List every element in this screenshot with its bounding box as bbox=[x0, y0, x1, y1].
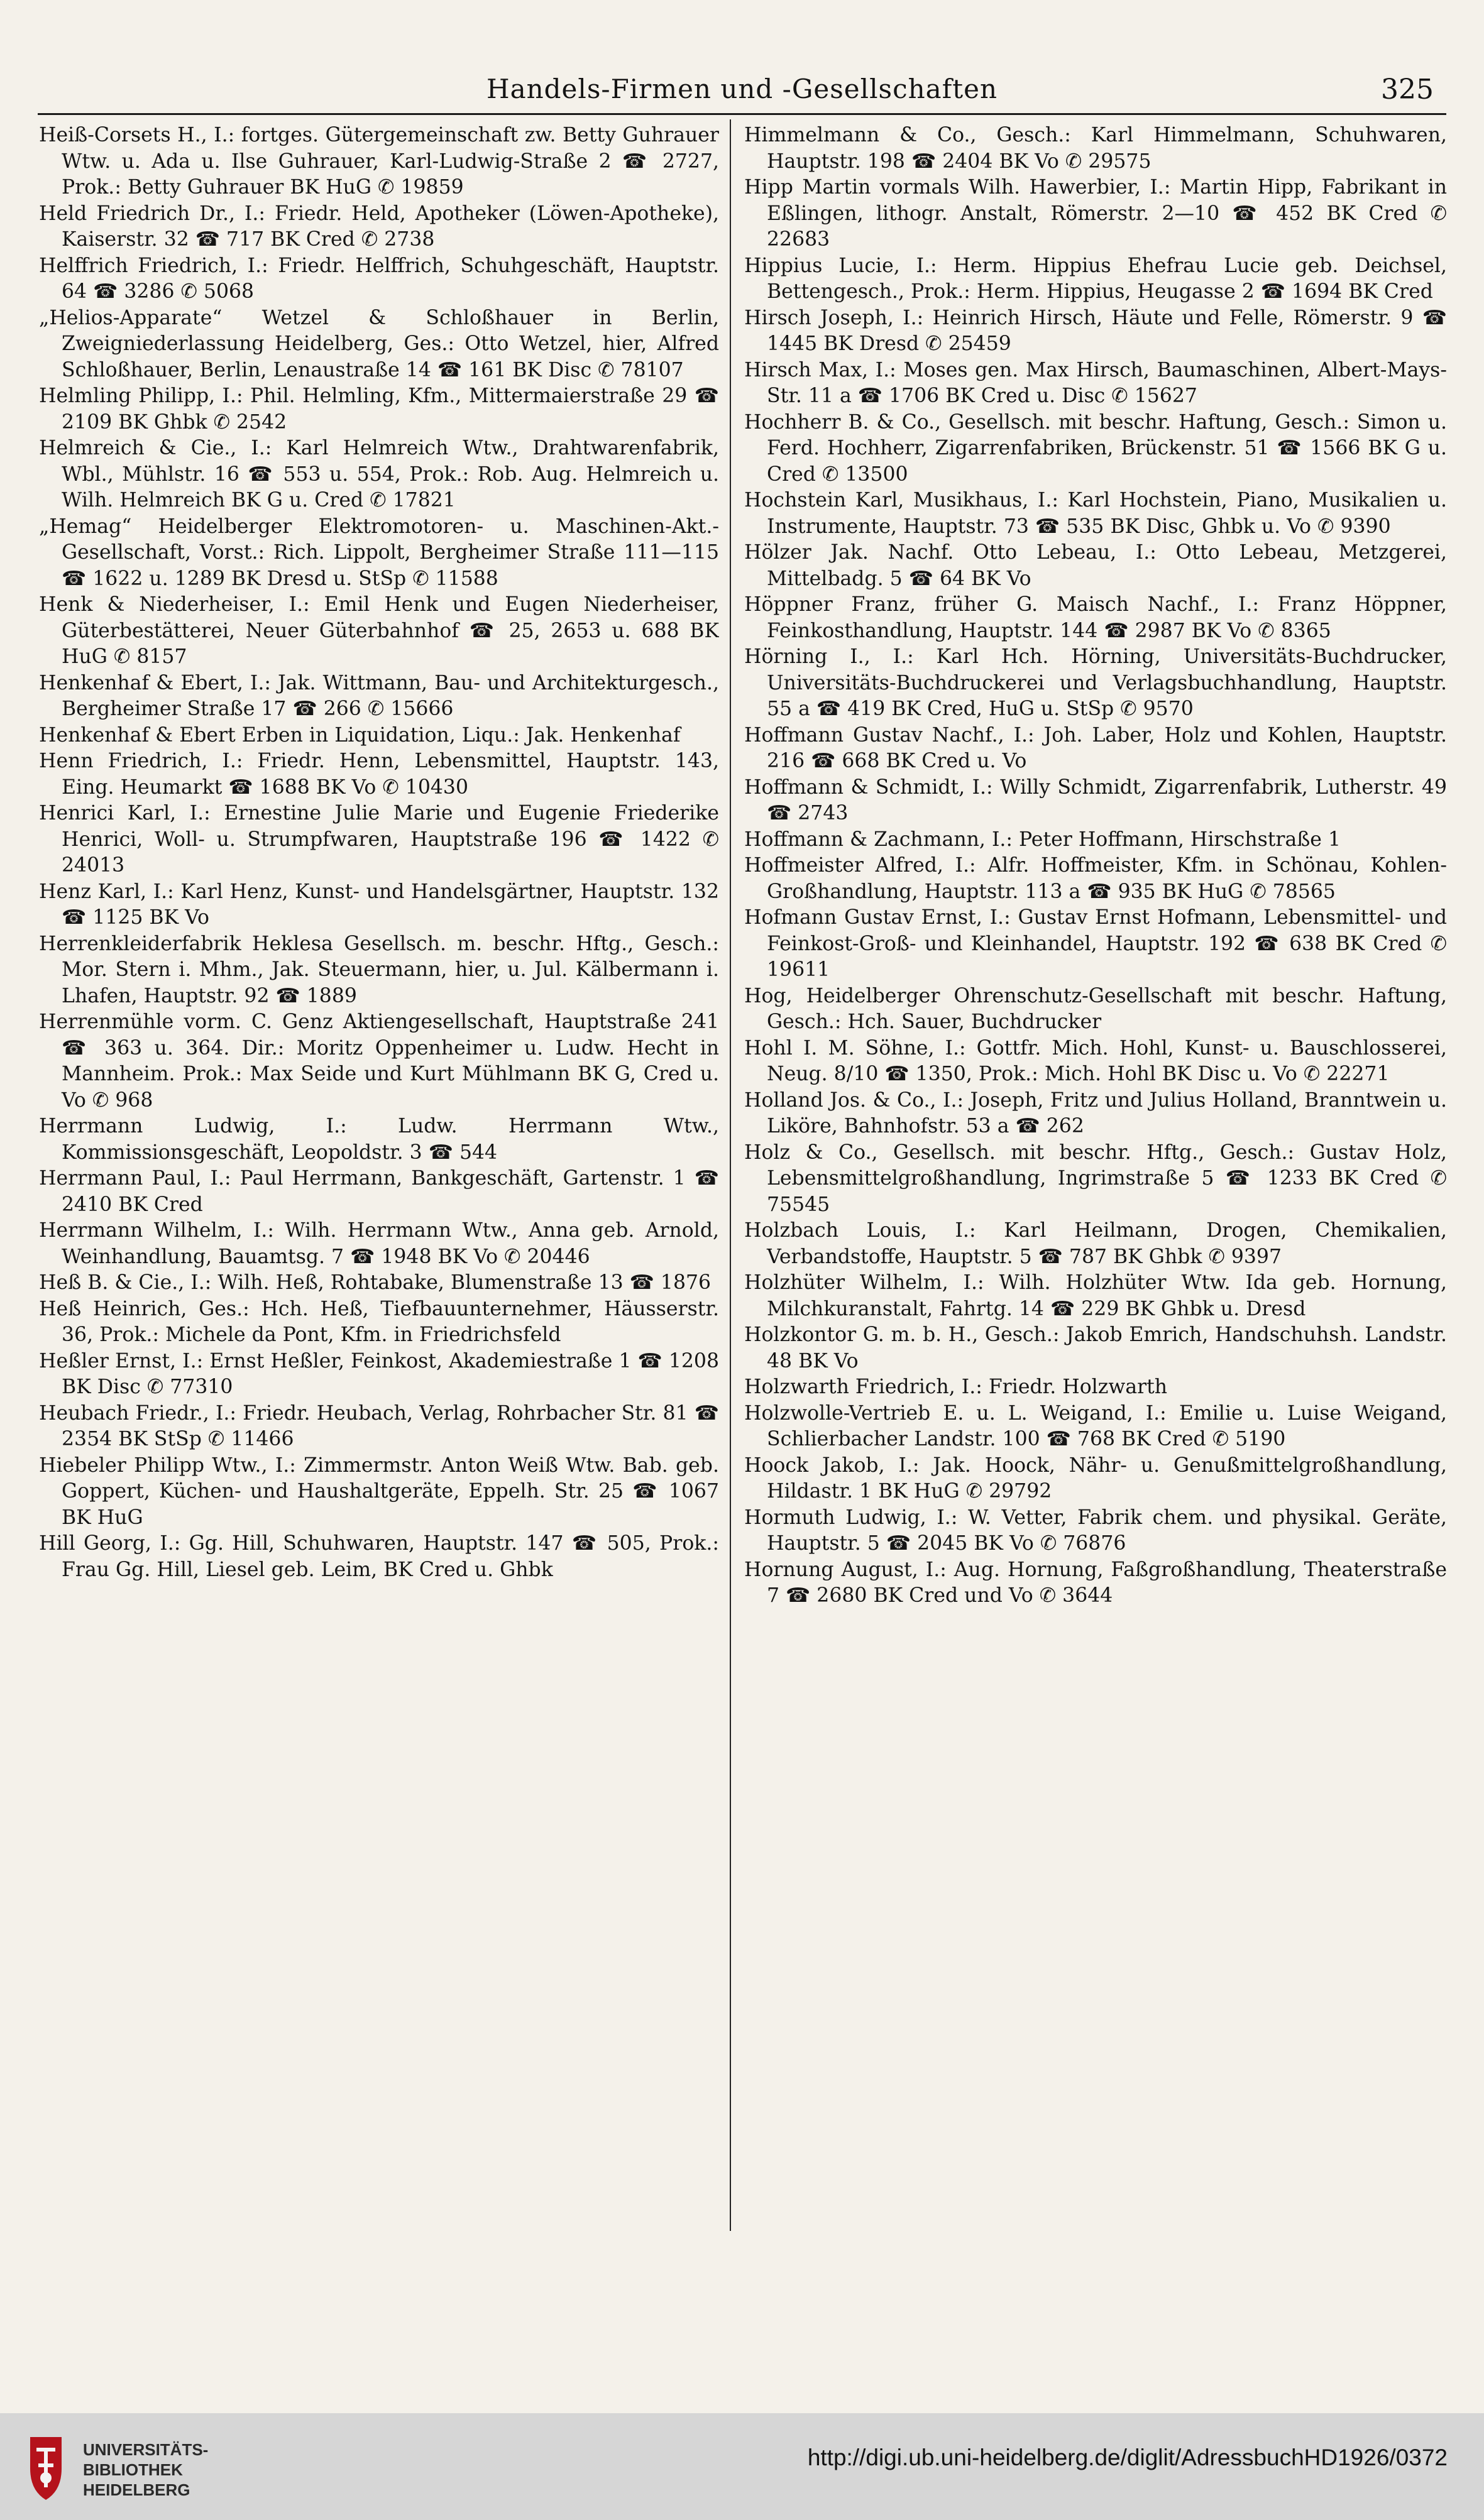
directory-entry: Holzhüter Wilhelm, I.: Wilh. Holzhüter Wtw. Ida geb. Hornung, Milchkuranstalt, Fahrtg. 14 ☎ 229 BK Ghbk u. Dresd bbox=[744, 1271, 1447, 1320]
directory-entry: Henrici Karl, I.: Ernestine Julie Marie und Eugenie Friederike Henrici, Woll- u. Strumpfwaren, Hauptstraße 196 ☎ 1422 ✆ 24013 bbox=[39, 802, 719, 877]
directory-entry: Herrmann Ludwig, I.: Ludw. Herrmann Wtw., Kommissionsgeschäft, Leopoldstr. 3 ☎ 544 bbox=[39, 1115, 719, 1164]
directory-entry: Himmelmann & Co., Gesch.: Karl Himmelmann, Schuhwaren, Hauptstr. 198 ☎ 2404 BK Vo ✆ 29575 bbox=[744, 124, 1447, 173]
directory-entry: Henk & Niederheiser, I.: Emil Henk und Eugen Niederheiser, Güterbestätterei, Neuer Güterbahnhof ☎ 25, 2653 u. 688 BK HuG ✆ 8157 bbox=[39, 593, 719, 668]
directory-entry: Hiebeler Philipp Wtw., I.: Zimmermstr. Anton Weiß Wtw. Bab. geb. Goppert, Küchen- und Haushaltgeräte, Eppelh. Str. 25 ☎ 1067 BK HuG bbox=[39, 1454, 719, 1529]
running-title: Handels-Firmen und -Gesellschaften bbox=[486, 74, 998, 104]
directory-entry: Hornung August, I.: Aug. Hornung, Faßgroßhandlung, Theaterstraße 7 ☎ 2680 BK Cred und Vo ✆ 3644 bbox=[744, 1558, 1447, 1607]
column-divider bbox=[730, 119, 731, 2231]
directory-entry: Hippius Lucie, I.: Herm. Hippius Ehefrau Lucie geb. Deichsel, Bettengesch., Prok.: Herm. Hippius, Heugasse 2 ☎ 1694 BK Cred bbox=[744, 254, 1447, 303]
page-header bbox=[0, 60, 1484, 116]
directory-entry: Höppner Franz, früher G. Maisch Nachf., I.: Franz Höppner, Feinkosthandlung, Hauptstr. 144 ☎ 2987 BK Vo ✆ 8365 bbox=[744, 593, 1447, 642]
directory-entry: Hoffmann & Schmidt, I.: Willy Schmidt, Zigarrenfabrik, Lutherstr. 49 ☎ 2743 bbox=[744, 775, 1447, 824]
page-number: 325 bbox=[1381, 74, 1434, 106]
directory-entry: Hipp Martin vormals Wilh. Hawerbier, I.: Martin Hipp, Fabrikant in Eßlingen, lithogr. Anstalt, Römerstr. 2—10 ☎ 452 BK Cred ✆ 22683 bbox=[744, 176, 1447, 251]
left-column bbox=[39, 123, 719, 2234]
directory-entry: Helmling Philipp, I.: Phil. Helmling, Kfm., Mittermaierstraße 29 ☎ 2109 BK Ghbk ✆ 2542 bbox=[39, 385, 719, 434]
directory-entry: Holzkontor G. m. b. H., Gesch.: Jakob Emrich, Handschuhsh. Landstr. 48 BK Vo bbox=[744, 1323, 1447, 1372]
directory-entry: „Hemag“ Heidelberger Elektromotoren- u. Maschinen-Akt.-Gesellschaft, Vorst.: Rich. Lippolt, Bergheimer Straße 111—115 ☎ 1622 u. 1289 BK Dresd u. StSp ✆ 11588 bbox=[39, 515, 719, 590]
directory-entry: Heß B. & Cie., I.: Wilh. Heß, Rohtabake, Blumenstraße 13 ☎ 1876 bbox=[39, 1271, 712, 1294]
directory-entry: Helffrich Friedrich, I.: Friedr. Helffrich, Schuhgeschäft, Hauptstr. 64 ☎ 3286 ✆ 5068 bbox=[39, 254, 719, 303]
library-logo[interactable] bbox=[18, 2431, 256, 2506]
directory-entry: Heßler Ernst, I.: Ernst Heßler, Feinkost, Akademiestraße 1 ☎ 1208 BK Disc ✆ 77310 bbox=[39, 1349, 719, 1398]
directory-entry: Hochherr B. & Co., Gesellsch. mit beschr. Haftung, Gesch.: Simon u. Ferd. Hochherr, Zigarrenfabriken, Brückenstr. 51 ☎ 1566 BK G u. Cred ✆ 13500 bbox=[744, 410, 1447, 486]
directory-entry: Hog, Heidelberger Ohrenschutz-Gesellschaft mit beschr. Haftung, Gesch.: Hch. Sauer, Buchdrucker bbox=[744, 984, 1447, 1033]
directory-entry: Hoffmeister Alfred, I.: Alfr. Hoffmeister, Kfm. in Schönau, Kohlen-Großhandlung, Hauptstr. 113 a ☎ 935 BK HuG ✆ 78565 bbox=[744, 854, 1447, 903]
directory-entry: Hohl I. M. Söhne, I.: Gottfr. Mich. Hohl, Kunst- u. Bauschlosserei, Neug. 8/10 ☎ 1350, Prok.: Mich. Hohl BK Disc u. Vo ✆ 22271 bbox=[744, 1036, 1447, 1085]
directory-entry: Herrmann Paul, I.: Paul Herrmann, Bankgeschäft, Gartenstr. 1 ☎ 2410 BK Cred bbox=[39, 1167, 719, 1216]
header-rule bbox=[38, 113, 1446, 115]
directory-entry: Henkenhaf & Ebert Erben in Liquidation, Liqu.: Jak. Henkenhaf bbox=[39, 723, 681, 747]
directory-entry: Hormuth Ludwig, I.: W. Vetter, Fabrik chem. und physikal. Geräte, Hauptstr. 5 ☎ 2045 BK Vo ✆ 76876 bbox=[744, 1506, 1447, 1555]
directory-entry: Hoffmann Gustav Nachf., I.: Joh. Laber, Holz und Kohlen, Hauptstr. 216 ☎ 668 BK Cred u. Vo bbox=[744, 723, 1447, 772]
directory-entry: Holzwarth Friedrich, I.: Friedr. Holzwarth bbox=[744, 1376, 1168, 1398]
directory-entry: Henn Friedrich, I.: Friedr. Henn, Lebensmittel, Hauptstr. 143, Eing. Heumarkt ☎ 1688 BK Vo ✆ 10430 bbox=[39, 750, 719, 799]
directory-entry: Hirsch Joseph, I.: Heinrich Hirsch, Häute und Felle, Römerstr. 9 ☎ 1445 BK Dresd ✆ 25459 bbox=[744, 306, 1447, 355]
directory-entry: Holzwolle-Vertrieb E. u. L. Weigand, I.: Emilie u. Luise Weigand, Schlierbacher Landstr. 100 ☎ 768 BK Cred ✆ 5190 bbox=[744, 1401, 1447, 1450]
directory-entry: Heubach Friedr., I.: Friedr. Heubach, Verlag, Rohrbacher Str. 81 ☎ 2354 BK StSp ✆ 11466 bbox=[39, 1401, 719, 1450]
directory-entry: Henz Karl, I.: Karl Henz, Kunst- und Handelsgärtner, Hauptstr. 132 ☎ 1125 BK Vo bbox=[39, 880, 719, 929]
logo-line-2: BIBLIOTHEK bbox=[83, 2460, 183, 2479]
directory-entry: Heß Heinrich, Ges.: Hch. Heß, Tiefbauunternehmer, Häusserstr. 36, Prok.: Michele da Pont, Kfm. in Friedrichsfeld bbox=[39, 1297, 719, 1346]
directory-entry: Holzbach Louis, I.: Karl Heilmann, Drogen, Chemikalien, Verbandstoffe, Hauptstr. 5 ☎ 787 BK Ghbk ✆ 9397 bbox=[744, 1219, 1447, 1268]
directory-entry: Hörning I., I.: Karl Hch. Hörning, Universitäts-Buchdrucker, Universitäts-Buchdruckerei und Verlagsbuchhandlung, Hauptstr. 55 a ☎ 419 BK Cred, HuG u. StSp ✆ 9570 bbox=[744, 645, 1447, 720]
library-logo-text bbox=[83, 2440, 208, 2500]
logo-line-3: HEIDELBERG bbox=[83, 2480, 190, 2499]
directory-entry: Hochstein Karl, Musikhaus, I.: Karl Hochstein, Piano, Musikalien u. Instrumente, Hauptstr. 73 ☎ 535 BK Disc, Ghbk u. Vo ✆ 9390 bbox=[744, 489, 1447, 538]
directory-entry: Herrmann Wilhelm, I.: Wilh. Herrmann Wtw., Anna geb. Arnold, Weinhandlung, Bauamtsg. 7 ☎ 1948 BK Vo ✆ 20446 bbox=[39, 1219, 719, 1268]
library-seal-icon bbox=[18, 2431, 74, 2506]
directory-entry: Hölzer Jak. Nachf. Otto Lebeau, I.: Otto Lebeau, Metzgerei, Mittelbadg. 5 ☎ 64 BK Vo bbox=[744, 541, 1447, 590]
directory-entry: „Helios-Apparate“ Wetzel & Schloßhauer in Berlin, Zweigniederlassung Heidelberg, Ges.: Otto Wetzel, hier, Alfred Schloßhauer, Berlin, Lenaustraße 14 ☎ 161 BK Disc ✆ 78107 bbox=[39, 306, 719, 381]
directory-entry: Helmreich & Cie., I.: Karl Helmreich Wtw., Drahtwarenfabrik, Wbl., Mühlstr. 16 ☎ 553 u. 554, Prok.: Rob. Aug. Helmreich u. Wilh. Helmreich BK G u. Cred ✆ 17821 bbox=[39, 437, 719, 512]
directory-entry: Herrenkleiderfabrik Heklesa Gesellsch. m. beschr. Hftg., Gesch.: Mor. Stern i. Mhm., Jak. Steuermann, hier, u. Jul. Kälbermann i. Lhafen, Hauptstr. 92 ☎ 1889 bbox=[39, 932, 719, 1007]
directory-entry: Hill Georg, I.: Gg. Hill, Schuhwaren, Hauptstr. 147 ☎ 505, Prok.: Frau Gg. Hill, Liesel geb. Leim, BK Cred u. Ghbk bbox=[39, 1532, 719, 1581]
directory-entry: Herrenmühle vorm. C. Genz Aktiengesellschaft, Hauptstraße 241 ☎ 363 u. 364. Dir.: Moritz Oppenheimer u. Ludw. Hecht in Mannheim. Prok.: Max Seide und Kurt Mühlmann BK G, Cred u. Vo ✆ 968 bbox=[39, 1011, 719, 1112]
logo-line-1: UNIVERSITÄTS- bbox=[83, 2440, 209, 2459]
directory-entry: Holz & Co., Gesellsch. mit beschr. Hftg., Gesch.: Gustav Holz, Lebensmittelgroßhandlung, Ingrimstraße 5 ☎ 1233 BK Cred ✆ 75545 bbox=[744, 1141, 1447, 1216]
directory-entry: Hoffmann & Zachmann, I.: Peter Hoffmann, Hirschstraße 1 bbox=[744, 828, 1341, 851]
source-url-link[interactable]: http://digi.ub.uni-heidelberg.de/diglit/AdressbuchHD1926/0372 bbox=[807, 2445, 1448, 2470]
directory-entry: Henkenhaf & Ebert, I.: Jak. Wittmann, Bau- und Architekturgesch., Bergheimer Straße 17 ☎ 266 ✆ 15666 bbox=[39, 671, 719, 720]
directory-entry: Hoock Jakob, I.: Jak. Hoock, Nähr- u. Genußmittelgroßhandlung, Hildastr. 1 BK HuG ✆ 29792 bbox=[744, 1454, 1447, 1503]
directory-entry: Held Friedrich Dr., I.: Friedr. Held, Apotheker (Löwen-Apotheke), Kaiserstr. 32 ☎ 717 BK Cred ✆ 2738 bbox=[39, 202, 719, 251]
directory-entry: Hofmann Gustav Ernst, I.: Gustav Ernst Hofmann, Lebensmittel- und Feinkost-Groß- und Kleinhandel, Hauptstr. 192 ☎ 638 BK Cred ✆ 19611 bbox=[744, 906, 1447, 981]
directory-entry: Heiß-Corsets H., I.: fortges. Gütergemeinschaft zw. Betty Guhrauer Wtw. u. Ada u. Ilse Guhrauer, Karl-Ludwig-Straße 2 ☎ 2727, Prok.: Betty Guhrauer BK HuG ✆ 19859 bbox=[39, 124, 719, 199]
footer-bar bbox=[0, 2413, 1484, 2520]
right-column bbox=[744, 123, 1447, 2234]
directory-entry: Hirsch Max, I.: Moses gen. Max Hirsch, Baumaschinen, Albert-Mays-Str. 11 a ☎ 1706 BK Cred u. Disc ✆ 15627 bbox=[744, 358, 1447, 407]
directory-entry: Holland Jos. & Co., I.: Joseph, Fritz und Julius Holland, Branntwein u. Liköre, Bahnhofstr. 53 a ☎ 262 bbox=[744, 1088, 1447, 1137]
